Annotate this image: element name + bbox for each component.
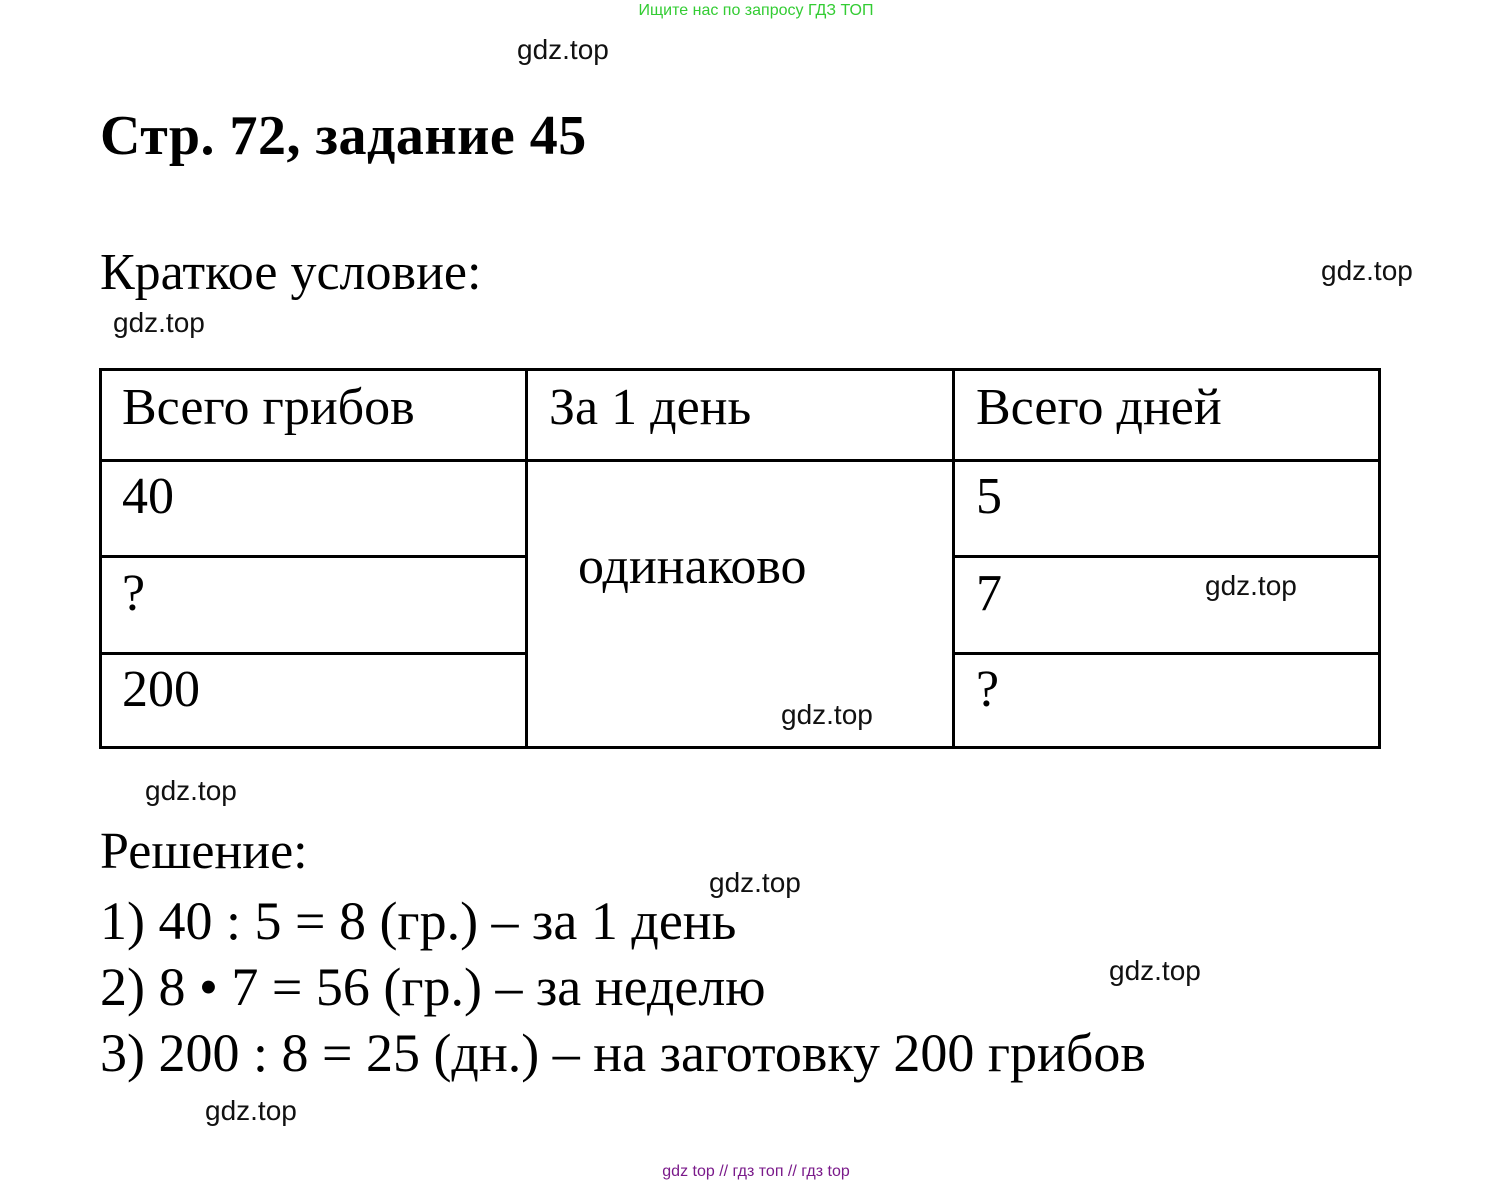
table-divider xyxy=(952,652,1381,655)
table-cell-merged: одинаково xyxy=(578,538,807,595)
table-header-total-days: Всего дней xyxy=(976,379,1222,436)
top-banner: Ищите нас по запросу ГДЗ ТОП xyxy=(638,2,874,19)
table-cell: 7 xyxy=(976,565,1002,622)
table-header-total-mushrooms: Всего грибов xyxy=(122,379,415,436)
table-divider xyxy=(99,555,527,558)
watermark: gdz.top xyxy=(709,867,801,898)
condition-heading: Краткое условие: xyxy=(100,244,482,301)
table-divider xyxy=(99,652,527,655)
solution-line: 3) 200 : 8 = 25 (дн.) – на заготовку 200 грибов xyxy=(100,1023,1146,1083)
table-cell: 5 xyxy=(976,468,1002,525)
bottom-banner: gdz top // гдз топ // гдз top xyxy=(662,1163,850,1180)
table-divider xyxy=(952,555,1381,558)
watermark: gdz.top xyxy=(145,775,237,806)
table-divider xyxy=(525,368,528,749)
watermark: gdz.top xyxy=(1109,955,1201,986)
table-divider xyxy=(952,368,955,749)
watermark: gdz.top xyxy=(1205,570,1297,601)
table-cell: ? xyxy=(976,661,1000,718)
table-divider xyxy=(99,459,1381,462)
watermark: gdz.top xyxy=(113,307,205,338)
solution-line: 2) 8 • 7 = 56 (гр.) – за неделю xyxy=(100,957,766,1017)
solution-heading: Решение: xyxy=(100,823,308,880)
watermark: gdz.top xyxy=(517,34,609,65)
table-cell: ? xyxy=(122,565,146,622)
watermark: gdz.top xyxy=(205,1095,297,1126)
table-header-per-day: За 1 день xyxy=(549,379,752,436)
table-cell: 200 xyxy=(122,661,200,718)
table-cell: 40 xyxy=(122,468,174,525)
watermark: gdz.top xyxy=(781,699,873,730)
watermark: gdz.top xyxy=(1321,255,1413,286)
solution-line: 1) 40 : 5 = 8 (гр.) – за 1 день xyxy=(100,891,737,951)
page-title: Стр. 72, задание 45 xyxy=(100,105,587,167)
